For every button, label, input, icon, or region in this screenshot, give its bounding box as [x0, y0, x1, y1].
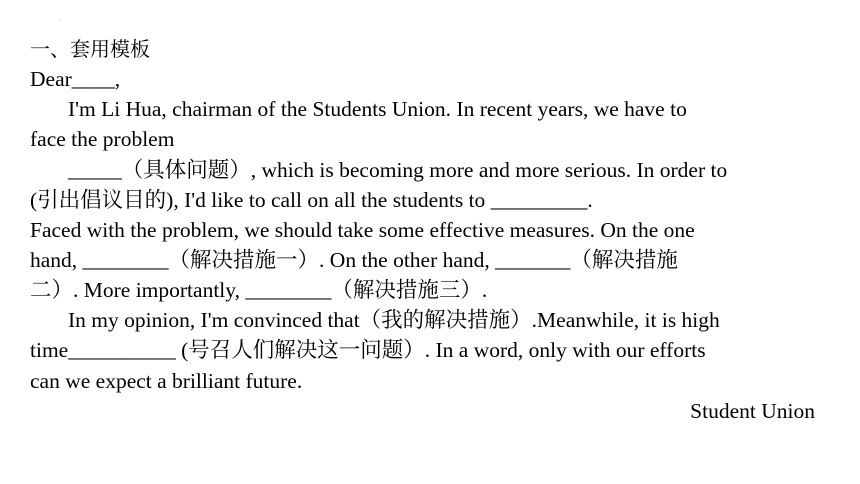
body-line-6: hand, ________（解决措施一）. On the other hand, _______（解决措施	[30, 248, 678, 272]
body-line-9: time__________ (号召人们解决这一问题）. In a word, only with our efforts	[30, 338, 706, 362]
body-line-2: face the problem	[30, 127, 175, 151]
section-heading: 一、套用模板	[30, 37, 150, 61]
body-line-5: Faced with the problem, we should take some effective measures. On the one	[30, 218, 695, 242]
salutation-line: Dear____,	[30, 67, 121, 91]
body-line-3: _____（具体问题）, which is becoming more and more serious. In order to	[68, 158, 728, 182]
decorative-dot: ·	[59, 18, 61, 24]
signature: Student Union	[690, 399, 815, 423]
body-line-8: In my opinion, I'm convinced that（我的解决措施）.Meanwhile, it is high	[68, 308, 720, 332]
body-line-4: (引出倡议目的), I'd like to call on all the students to _________.	[30, 188, 593, 212]
body-line-10: can we expect a brilliant future.	[30, 369, 303, 393]
body-line-1: I'm Li Hua, chairman of the Students Union. In recent years, we have to	[68, 97, 687, 121]
body-line-7: 二）. More importantly, ________（解决措施三）.	[30, 278, 488, 302]
